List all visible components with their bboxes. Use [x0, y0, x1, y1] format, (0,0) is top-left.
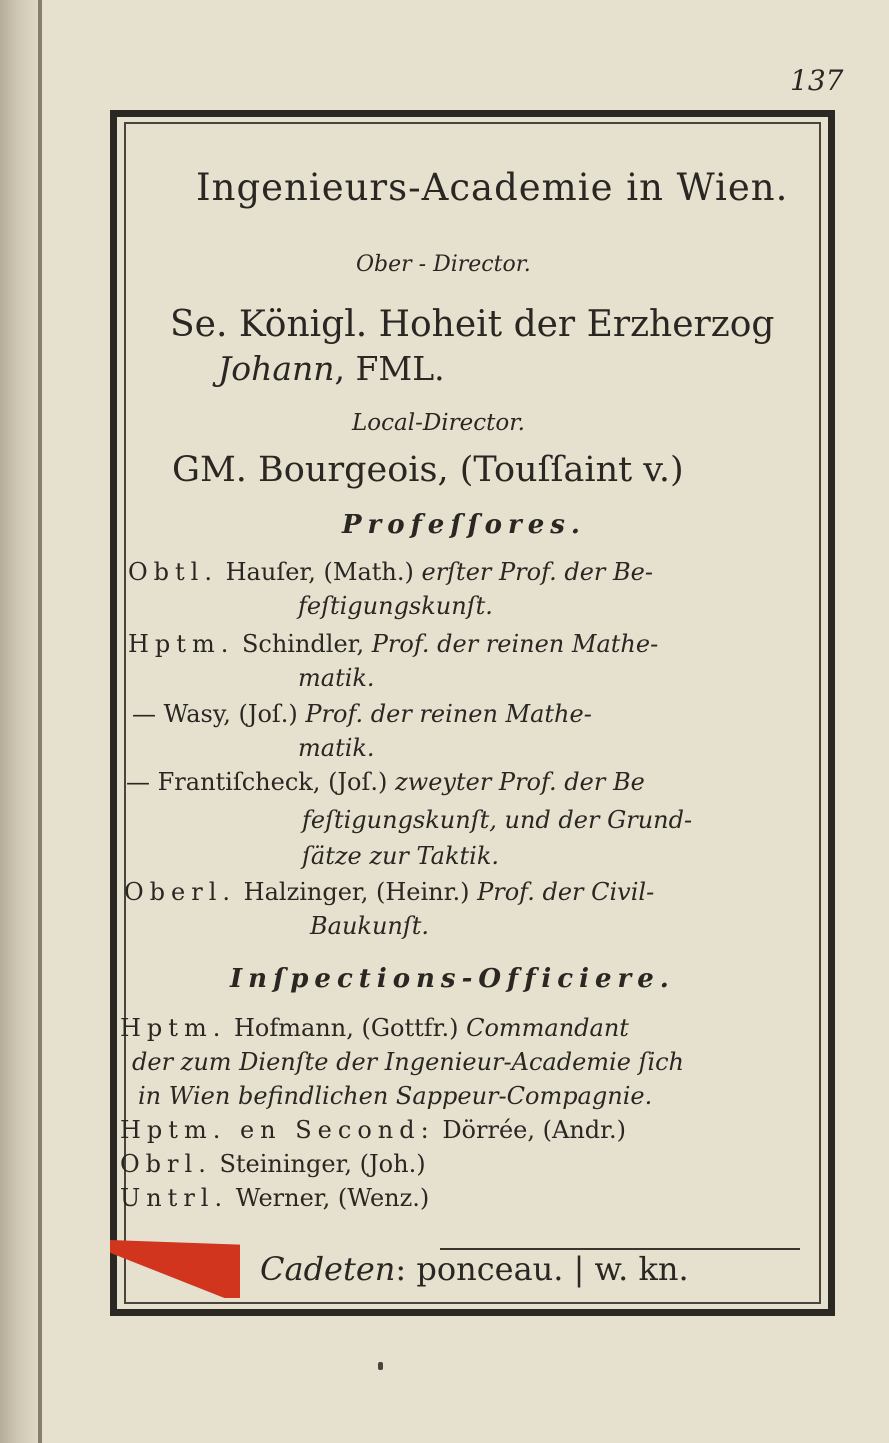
ober-director-line-1: Se. Königl. Hoheit der Erzherzog: [170, 304, 775, 345]
entry-name: Halzinger, (Heinr.): [236, 878, 478, 906]
professor-entry-4-cont-1: feſtigungskunſt, und der Grund-: [302, 806, 693, 834]
entry-role: Prof. der reinen Mathe-: [305, 700, 592, 728]
entry-name: Werner, (Wenz.): [228, 1184, 430, 1212]
inspections-heading: Inſpections-Officiere.: [230, 964, 675, 994]
entry-rank: Hptm.: [128, 630, 235, 658]
professor-entry-1-cont: feſtigungskunſt.: [298, 592, 493, 620]
professor-entry-4-cont-2: ſätze zur Taktik.: [302, 842, 500, 870]
ober-director-line-2: [218, 349, 445, 388]
entry-rank: —: [132, 700, 156, 728]
entry-name: Schindler,: [234, 630, 372, 658]
entry-name: Dörrée, (Andr.): [434, 1116, 626, 1144]
inspection-entry-hofmann-cont-1: der zum Dienſte der Ingenieur-Academie ſich: [132, 1048, 685, 1076]
professor-entry-3-cont: matik.: [298, 734, 375, 762]
cadeten-line: [260, 1250, 689, 1288]
professor-entry-2: [128, 630, 658, 658]
entry-rank: Oberl.: [124, 878, 237, 906]
page-number: 137: [790, 64, 844, 97]
local-director-heading: Local-Director.: [352, 410, 525, 436]
professor-entry-3: [132, 700, 592, 728]
entry-name: Frantiſcheck, (Joſ.): [150, 768, 396, 796]
entry-rank: Obtl.: [128, 558, 218, 586]
ober-director-rank: , FML.: [334, 349, 445, 388]
inspection-entry-2: [120, 1116, 626, 1144]
entry-role: Commandant: [466, 1014, 629, 1042]
professor-entry-5: [124, 878, 654, 906]
book-spine: [0, 0, 40, 1443]
entry-rank: Hptm. en Second:: [120, 1116, 435, 1144]
entry-role: erſter Prof. der Be-: [421, 558, 653, 586]
professor-entry-2-cont: matik.: [298, 664, 375, 692]
professor-entry-5-cont: Baukunſt.: [310, 912, 430, 940]
inspection-entry-hofmann-cont-2: in Wien befindlichen Sappeur-Compagnie.: [138, 1082, 653, 1110]
gutter-line: [38, 0, 42, 1443]
entry-name: Wasy, (Joſ.): [156, 700, 306, 728]
entry-rank: Hptm.: [120, 1014, 227, 1042]
entry-rank: —: [126, 768, 150, 796]
entry-role: Prof. der reinen Mathe-: [371, 630, 659, 658]
entry-rank: Untrl.: [120, 1184, 229, 1212]
inspection-entry-3: [120, 1150, 426, 1178]
professores-heading: Profeſſores.: [342, 510, 586, 540]
entry-name: Hofmann, (Gottfr.): [226, 1014, 467, 1042]
inspection-entry-4: [120, 1184, 429, 1212]
professor-entry-1: [128, 558, 653, 586]
entry-name: Steininger, (Joh.): [211, 1150, 426, 1178]
professor-entry-4: [126, 768, 645, 796]
ober-director-heading: Ober - Director.: [356, 252, 531, 277]
print-speck: [378, 1362, 383, 1370]
local-director-name: GM. Bourgeois, (Touſſaint v.): [172, 450, 684, 490]
entry-rank: Obrl.: [120, 1150, 212, 1178]
cadeten-label: Cadeten: [260, 1250, 396, 1288]
ober-director-name: Johann: [218, 349, 335, 388]
entry-name: Hauſer, (Math.): [218, 558, 422, 586]
cadeten-text: : ponceau. | w. kn.: [395, 1250, 689, 1288]
entry-role: zweyter Prof. der Be: [395, 768, 645, 796]
entry-role: Prof. der Civil-: [477, 878, 655, 906]
inspection-entry-hofmann: [120, 1014, 629, 1042]
page-title: Ingenieurs-Academie in Wien.: [196, 166, 789, 209]
